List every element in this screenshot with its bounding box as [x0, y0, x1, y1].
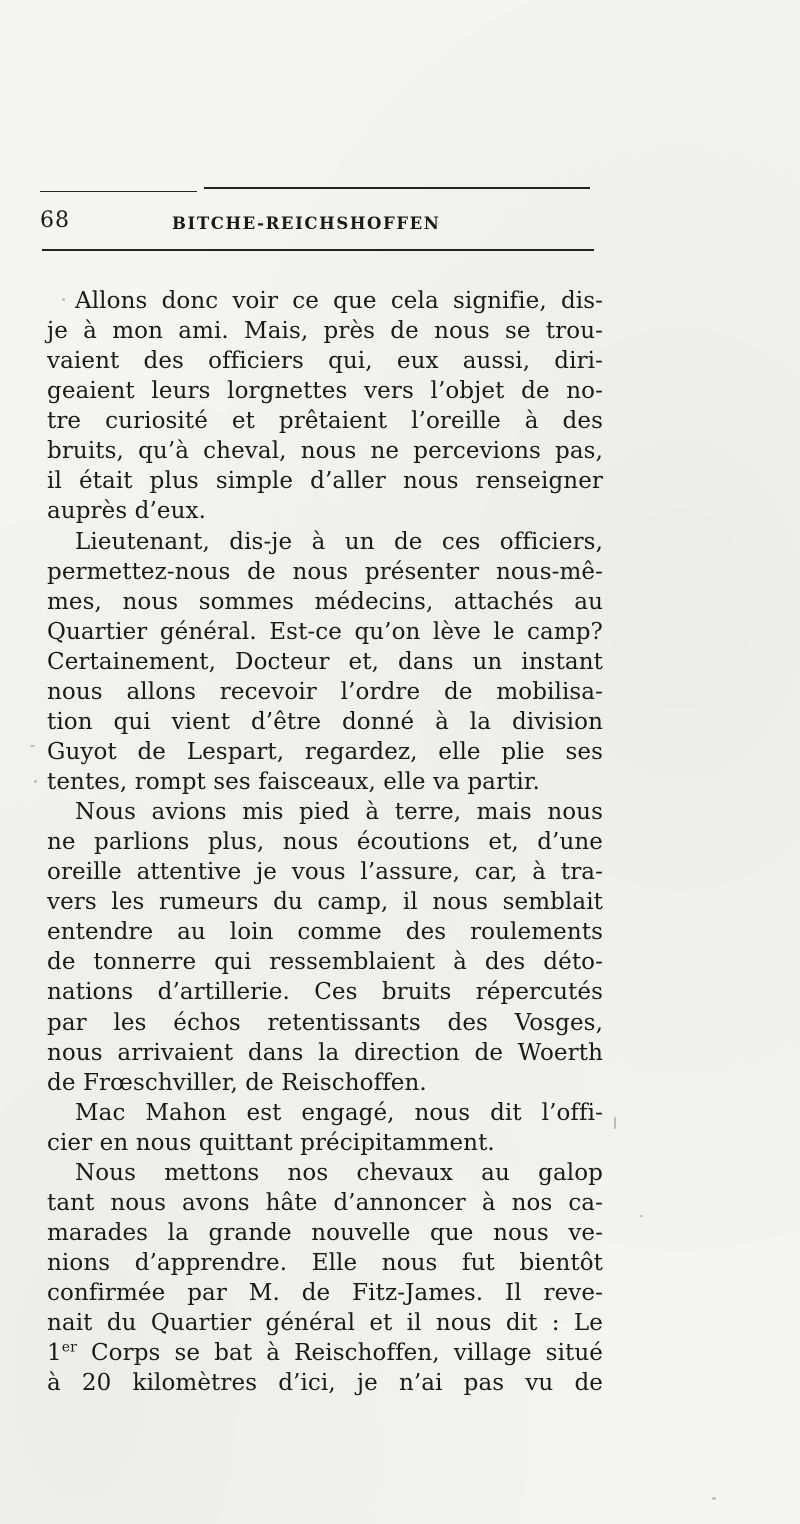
header-rule-top-right	[204, 187, 590, 189]
text-line: Allons donc voir ce que cela signifie, dis-	[75, 288, 603, 314]
page-number: 68	[40, 208, 70, 233]
text-line: Certainement, Docteur et, dans un instant	[47, 648, 603, 675]
paper-speck	[640, 1215, 643, 1217]
text-line: ne parlions plus, nous écoutions et, d’une	[47, 829, 603, 856]
text-line: oreille attentive je vous l’assure, car, à tra-	[47, 859, 603, 886]
text-line: confirmée par M. de Fitz-James. Il reve-	[47, 1280, 603, 1307]
text-line: de tonnerre qui ressemblaient à des déto-	[47, 949, 603, 976]
text-line: nions d’apprendre. Elle nous fut bientôt	[47, 1250, 603, 1276]
text-line: il était plus simple d’aller nous renseigner	[47, 468, 603, 495]
text-line: bruits, qu’à cheval, nous ne percevions pas,	[47, 438, 603, 465]
text-line: nous allons recevoir l’ordre de mobilisa-	[47, 678, 603, 705]
paper-speck	[34, 780, 37, 783]
text-line: tion qui vient d’être donné à la division	[47, 708, 603, 735]
text-line: Quartier général. Est-ce qu’on lève le camp?	[47, 618, 603, 645]
paper-speck	[30, 745, 35, 747]
paper-speck	[614, 1117, 616, 1129]
text-line: auprès d’eux.	[47, 498, 207, 525]
text-line: vers les rumeurs du camp, il nous semblait	[47, 889, 603, 916]
text-line: tentes, rompt ses faisceaux, elle va partir.	[47, 769, 540, 795]
text-line: Nous mettons nos chevaux au galop	[75, 1159, 603, 1186]
text-line: de Frœschviller, de Reischoffen.	[47, 1069, 427, 1096]
text-line: Mac Mahon est engagé, nous dit l’offi-	[75, 1099, 603, 1126]
text-line: nous arrivaient dans la direction de Woerth	[47, 1039, 603, 1066]
paper-speck	[62, 298, 65, 301]
text-line: nait du Quartier général et il nous dit : Le	[47, 1310, 603, 1337]
header-rule-top-left	[40, 191, 197, 192]
running-head: BITCHE-REICHSHOFFEN	[172, 214, 441, 233]
body-text	[47, 286, 603, 1398]
text-line: cier en nous quittant précipitamment.	[47, 1129, 495, 1156]
text-line: nations d’artillerie. Ces bruits répercutés	[47, 979, 603, 1006]
text-line: par les échos retentissants des Vosges,	[47, 1009, 603, 1036]
text-line: 1er Corps se bat à Reischoffen, village situé	[47, 1339, 603, 1367]
header-rule-bottom	[42, 249, 594, 251]
text-line: à 20 kilomètres d’ici, je n’ai pas vu de	[47, 1370, 603, 1397]
text-line: permettez-nous de nous présenter nous-mê-	[47, 558, 603, 585]
text-line: vaient des officiers qui, eux aussi, diri-	[47, 348, 603, 375]
text-line: Lieutenant, dis-je à un de ces officiers,	[75, 528, 603, 555]
text-line: entendre au loin comme des roulements	[47, 919, 603, 946]
text-line: geaient leurs lorgnettes vers l’objet de no-	[47, 378, 603, 405]
text-line: mes, nous sommes médecins, attachés au	[47, 588, 603, 615]
text-line: tre curiosité et prêtaient l’oreille à des	[47, 408, 603, 435]
text-line: marades la grande nouvelle que nous ve-	[47, 1219, 603, 1246]
text-line: je à mon ami. Mais, près de nous se trou-	[47, 318, 603, 345]
paper-speck	[712, 1497, 716, 1500]
text-line: Nous avions mis pied à terre, mais nous	[75, 799, 603, 826]
text-line: tant nous avons hâte d’annoncer à nos ca-	[47, 1189, 603, 1216]
text-line: Guyot de Lespart, regardez, elle plie ses	[47, 738, 603, 765]
